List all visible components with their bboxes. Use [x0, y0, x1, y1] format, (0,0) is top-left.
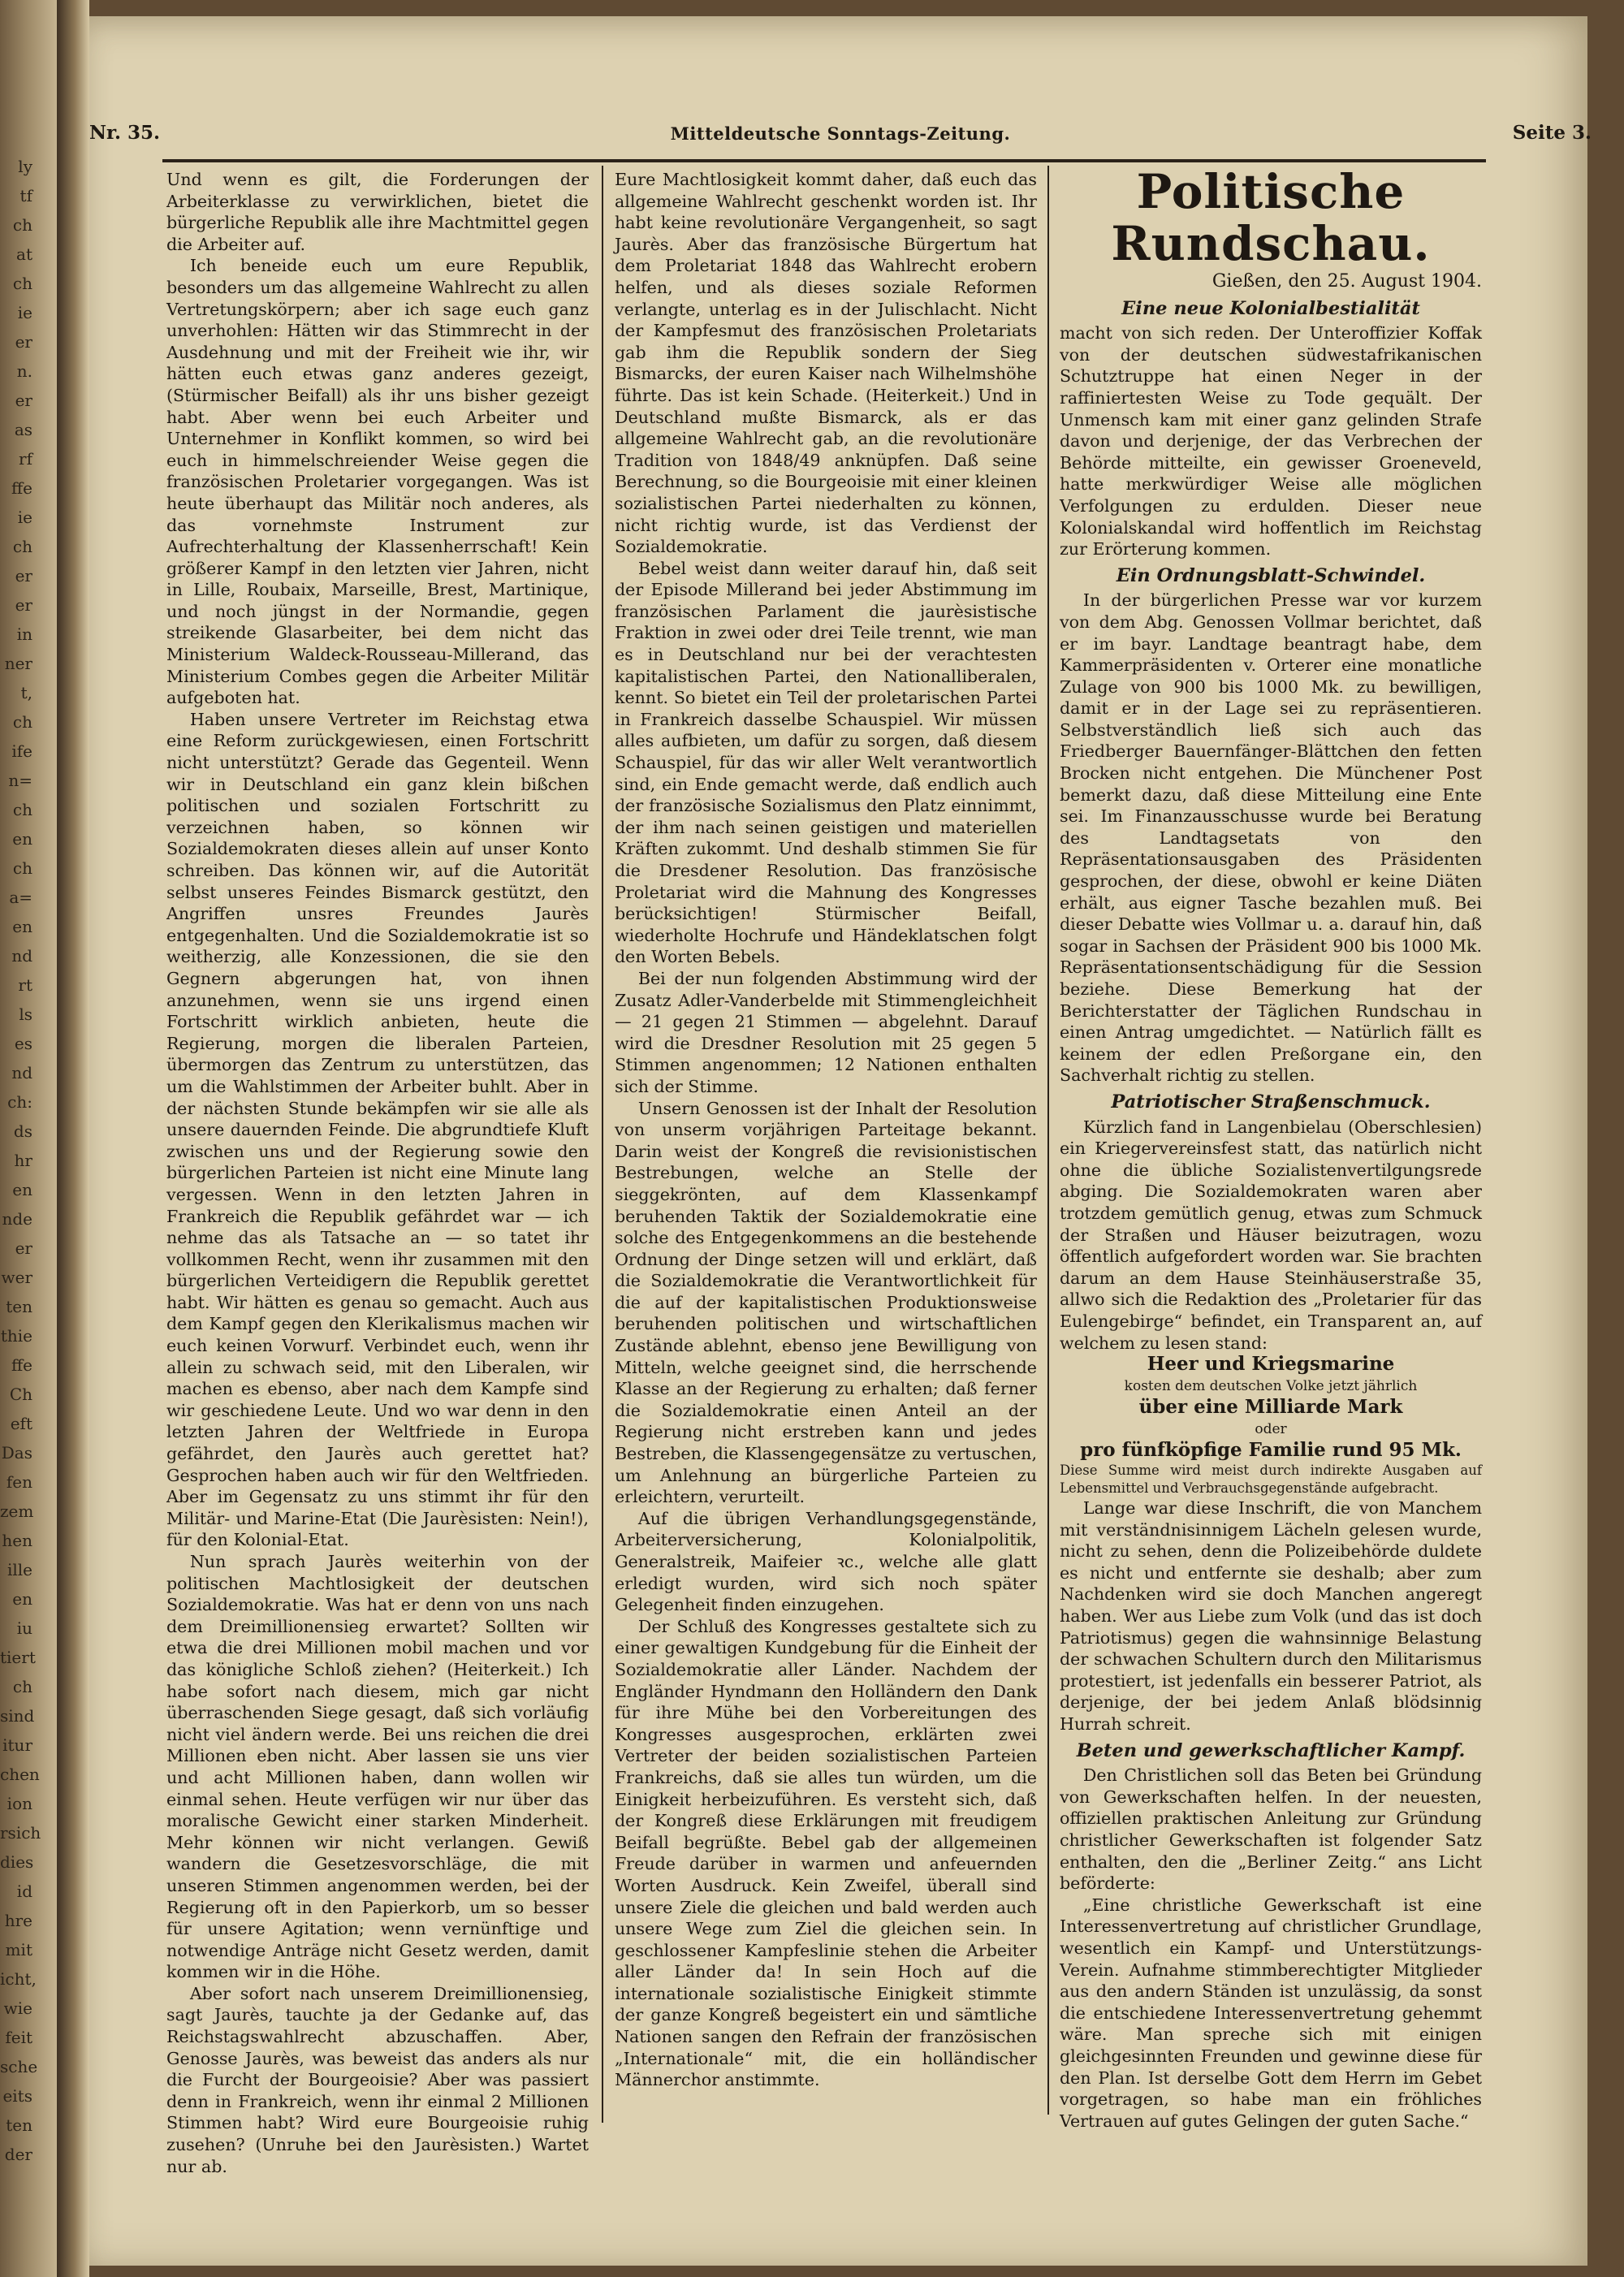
column-rule-2 — [1047, 166, 1049, 2115]
prev-page-text-fragment: itur — [2, 1735, 32, 1755]
prev-page-text-fragment: mit — [5, 1940, 32, 1959]
prev-page-text-fragment: nde — [2, 1209, 32, 1229]
prev-page-text-fragment: rf — [19, 449, 32, 469]
paragraph: Haben unsere Vertreter im Reichstag etwa eine Reform zurückgewiesen, einen Fortschritt nicht unterstützt? Gerade das Gegenteil. Wenn wir in Deutschland ein ganz klein bißchen politischen und sozialen Fortschritt zu verzeichnen haben, so können wir Sozialdemokraten dieses allein auf unser Konto schreiben. Das können wir, auf die Autorität selbst unseres Feindes Bismarck gestützt, den Angriffen unsres Freundes Jaurès entgegenhalten. Und die Sozialdemokratie ist so weitherzig, alle Konzessionen, die sie den Gegnern abgerungen hat, von ihnen anzunehmen, wenn sie uns irgend einen Fortschritt wirklich anbieten, heute die Regierung, morgen die liberalen Parteien, übermorgen das Zentrum zu unterstützen, das um die Wahlstimmen der Arbeiter buhlt. Aber in der nächsten Stunde bekämpfen wir sie alle als unsere dauernden Feinde. Die abgrundtiefe Kluft zwischen uns und der Regierung sowie den bürgerlichen Parteien ist nicht eine Minute lang vergessen. Wenn in den letzten Jahren in Frankreich die Republik gefährdet war — ich nehme das als Tatsache an — so tatet ihr vollkommen Recht, wenn ihr zusammen mit den bürgerlichen Verteidigern die Republik gerettet habt. Wir hätten es genau so gemacht. Auch aus dem Kampf gegen den Klerikalismus machen wir euch keinen Vorwurf. Verbindet euch, wenn ihr allein zu schwach seid, mit den Liberalen, wir machen es ebenso, aber nach dem Kampfe sind wir geschiedene Leute. Und wo war denn in den letzten Jahren der Weltfriede in Europa gefährdet, den Jaurès auch gerettet hat? Gesprochen haben auch wir für den Weltfrieden. Aber im Gegensatz zu uns stimmt ihr für den Militär- und Marine-Etat (Die Jaurèsisten: Nein!), für den Kolonial-Etat. — [166, 709, 589, 1550]
prev-page-text-fragment: n. — [16, 361, 32, 381]
article-column-1 — [166, 169, 589, 2177]
paragraph: Unsern Genossen ist der Inhalt der Resolution von unserm vorjährigen Parteitage bekannt. Darin weist der Kongreß die revisionistischen Bestrebungen, welche an Stelle der sieggekrönten, auf dem Klassenkampf beruhenden Taktik der Sozialdemokratie eine solche des Entgegenkommens an die bestehende Ordnung der Dinge setzen will und erklärt, daß die Sozialdemokratie die Verantwortlichkeit für die auf der kapitalistischen Produktionsweise beruhenden politischen und wirtschaftlichen Zustände ablehnt, ebenso jene Bewilligung von Mitteln, welche geeignet sind, die herrschende Klasse an der Regierung zu erhalten; daß ferner die Sozialdemokratie einen Anteil an der Regierung nicht erstreben kann und jedes Bestreben, die Klassengegensätze zu vertuschen, um Anlehnung an bürgerliche Parteien zu erleichtern, verurteilt. — [615, 1098, 1037, 1507]
news-headline: Eine neue Kolonialbestialität — [1121, 297, 1420, 319]
prev-page-text-fragment: feit — [5, 2028, 32, 2047]
article-column-2 — [615, 169, 1037, 2091]
paragraph: Der Schluß des Kongresses gestaltete sich zu einer gewaltigen Kundgebung für die Einheit der Sozialdemokratie aller Länder. Nachdem der Engländer Hyndmann den Holländern den Dank für ihre Mühe bei den Vorbereitungen des Kongresses ausgesprochen, erklärten zwei Vertreter der beiden sozialistischen Parteien Frankreichs, daß sie alles tun würden, um die Einigkeit herbeizuführen. Es versteht sich, daß der Kongreß diese Erklärungen mit freudigem Beifall begrüßte. Bebel gab der allgemeinen Freude darüber in warmen und anfeuernden Worten Ausdruck. Kein Zweifel, überall sind unsere Ziele die gleichen und bald werden auch unsere Wege zum Ziel die gleichen sein. In geschlossener Kampfeslinie stehen die Arbeiter aller Länder da! In sein Hoch auf die internationale sozialistische Einigkeit stimmte der ganze Kongreß begeistert ein und sämtliche Nationen sangen den Refrain der französischen „Internationale“ mit, die ein holländischer Männerchor anstimmte. — [615, 1616, 1037, 2090]
paragraph: Eure Machtlosigkeit kommt daher, daß euch das allgemeine Wahlrecht geschenkt worden ist. Ihr habt keine revolutionäre Vergangenheit, so sagt Jaurès. Aber das französische Bürgertum hat dem Proletariat 1848 das Wahlrecht erobern helfen, und als dieses soziale Reformen verlangte, unterlag es in der Julischlacht. Nicht der Kampfesmut des französischen Proletariats gab ihm die Republik sondern der Sieg Bismarcks, der euren Kaiser nach Wilhelmshöhe führte. Das ist kein Schade. (Heiterkeit.) Und in Deutschland mußte Bismarck, als er das allgemeine Wahlrecht gab, an die revolutionäre Tradition von 1848/49 anknüpfen. Daß seine Berechnung, so die Bourgeoisie mit einer kleinen sozialistischen Partei niederhalten zu können, nicht richtig wurde, ist das Verdienst der Sozialdemokratie. — [615, 170, 1037, 557]
news-headline: Ein Ordnungsblatt-Schwindel. — [1116, 564, 1426, 586]
transparent-line: oder — [1255, 1420, 1287, 1437]
prev-page-text-fragment: thie — [0, 1326, 32, 1346]
section-masthead: Politische Rundschau. — [1111, 164, 1431, 271]
news-headline: Beten und gewerkschaftlicher Kampf. — [1076, 1739, 1466, 1761]
prev-page-text-fragment: sche — [0, 2057, 38, 2076]
prev-page-text-fragment: er — [15, 566, 32, 585]
prev-page-text-fragment: ly — [18, 157, 32, 176]
transparent-line: Heer und Kriegsmarine — [1147, 1353, 1395, 1376]
prev-page-text-fragment: nd — [11, 1063, 32, 1082]
paragraph: „Eine christliche Gewerkschaft ist eine Interessenvertretung auf christlicher Grundlage, wesentlich ein Kampf- und Unterstützungs-Verein. Aufnahme stimmberechtigter Mitglieder aus den andern Ständen ist unzulässig, da sonst die entschiedene Interessenvertretung gehemmt wäre. Man spreche sich mit einigen gleichgesinnten Freunden und gewinne diese für den Plan. Ist derselbe Gott dem Herrn im Gebet vorgetragen, so habe man ein fröhliches Vertrauen auf gutes Gelingen der guten Sache.“ — [1060, 1895, 1482, 2131]
prev-page-text-fragment: ch — [12, 800, 32, 819]
prev-page-text-fragment: ten — [6, 2115, 32, 2135]
news-headline: Patriotischer Straßenschmuck. — [1111, 1091, 1431, 1113]
prev-page-text-fragment: en — [12, 1589, 32, 1609]
prev-page-text-fragment: Das — [1, 1443, 32, 1463]
prev-page-text-fragment: eits — [2, 2086, 32, 2106]
transparent-line: pro fünfköpfige Familie rund 95 Mk. — [1080, 1439, 1462, 1462]
prev-page-text-fragment: fen — [6, 1472, 32, 1492]
prev-page-text-fragment: ie — [17, 508, 32, 527]
prev-page-text-fragment: en — [12, 1180, 32, 1199]
prev-page-text-fragment: der — [4, 2145, 32, 2164]
book-gutter — [57, 0, 89, 2277]
transparent-note: Diese Summe wird meist durch indirekte Ausgaben auf Lebensmittel und Verbrauchsgegenstände aufgebracht. — [1060, 1463, 1482, 1497]
page-number: Seite 3. — [1512, 122, 1592, 144]
transparent-line: kosten dem deutschen Volke jetzt jährlich — [1124, 1377, 1418, 1394]
page-header — [89, 114, 1592, 154]
column-rule-1 — [602, 166, 603, 2123]
paragraph: In der bürgerlichen Presse war vor kurzem von dem Abg. Genossen Vollmar berichtet, daß er im bayr. Landtage beantragt habe, dem Kammerpräsidenten v. Orterer eine monatliche Zulage von 900 bis 1000 Mk. zu bewilligen, damit er in der Lage sei zu repräsentieren. Selbstverständlich ließ sich auch das Friedberger Bauernfänger-Blättchen den fetten Brocken nicht entgehen. Die Münchener Post bemerkt dazu, daß diese Mitteilung eine Ente sei. Im Finanzausschusse wurde bei Beratung des Landtagsetats von den Repräsentationsausgaben des Präsidenten gesprochen, der diese, obwohl er keine Diäten erhält, aus eigner Tasche bezahlen muß. Bei dieser Debatte wies Vollmar u. a. darauf hin, daß sogar in Sachsen der Präsident 900 bis 1000 Mk. Repräsentationsentschädigung für die Session beziehe. Diese Bemerkung hat der Berichterstatter der Täglichen Rundschau in einen Antrag umgedichtet. — Natürlich fällt es keinem der edlen Preßorgane ein, den Sachverhalt richtig zu stellen. — [1060, 590, 1482, 1086]
prev-page-text-fragment: en — [12, 829, 32, 849]
prev-page-text-fragment: ds — [13, 1121, 32, 1141]
prev-page-text-fragment: wer — [1, 1268, 32, 1287]
paragraph: Ich beneide euch um eure Republik, besonders um das allgemeine Wahlrecht zu allen Vertretungskörpern; aber ich sage euch ganz unverhohlen: Hätten wir das Stimmrecht in der Ausdehnung und mit der Freiheit wie ihr, wir hätten euch etwas ganz anderes gezeigt, (Stürmischer Beifall) als ihr uns bisher gezeigt habt. Aber wenn bei euch Arbeiter und Unternehmer in Konflikt kommen, so wird bei euch in himmelschreiender Weise gegen die französischen Proletarier vorgegangen. Was ist heute überhaupt das Militär noch anderes, als das vornehmste Instrument zur Aufrechterhaltung der Klassenherrschaft! Kein größerer Kampf in den letzten vier Jahren, nicht in Lille, Roubaix, Marseille, Brest, Martinique, und noch jüngst in der Normandie, gegen streikende Glasarbeiter, bei dem nicht das Ministerium Waldeck-Rousseau-Millerand, das Ministerium Combes gegen die Arbeiter Militär aufgeboten hat. — [166, 256, 589, 708]
prev-page-text-fragment: er — [15, 391, 32, 410]
prev-page-text-fragment: ten — [6, 1297, 32, 1316]
prev-page-text-fragment: er — [15, 595, 32, 615]
prev-page-text-fragment: ls — [19, 1005, 32, 1024]
prev-page-text-fragment: ife — [11, 741, 32, 761]
issue-number: Nr. 35. — [89, 122, 161, 144]
prev-page-text-fragment: in — [16, 624, 32, 644]
prev-page-text-fragment: id — [16, 1882, 32, 1901]
prev-page-text-fragment: ie — [17, 303, 32, 322]
prev-page-text-fragment: tiert — [0, 1648, 36, 1667]
paragraph: Aber sofort nach unserem Dreimillionensieg, sagt Jaurès, tauchte ja der Gedanke auf, das Reichstagswahlrecht abzuschaffen. Aber, Genosse Jaurès, was beweist das anders als nur die Furcht der Bourgeoisie? Aber was passiert denn in Frankreich, wenn ihr einmal 2 Millionen Stimmen habt? Wird eure Bourgeoisie ruhig zusehen? (Unruhe bei den Jaurèsisten.) Wartet nur ab. — [166, 1983, 589, 2176]
prev-page-text-fragment: n= — [8, 771, 32, 790]
prev-page-text-fragment: er — [15, 332, 32, 352]
prev-page-text-fragment: zem — [0, 1501, 34, 1521]
prev-page-text-fragment: rt — [18, 975, 32, 995]
paragraph: Den Christlichen soll das Beten bei Gründung von Gewerkschaften helfen. In der neuesten, offiziellen praktischen Anleitung zur Gründung christlicher Gewerkschaften ist folgender Satz enthalten, den die „Berliner Zeitg.“ ans Licht beförderte: — [1060, 1765, 1482, 1894]
prev-page-text-fragment: rsich — [0, 1823, 41, 1843]
prev-page-text-fragment: wie — [3, 1998, 32, 2018]
prev-page-text-fragment: ch: — [7, 1092, 32, 1112]
prev-page-text-fragment: Ch — [9, 1385, 32, 1404]
prev-page-text-fragment: ch — [12, 712, 32, 732]
prev-page-text-fragment: ion — [6, 1794, 32, 1813]
prev-page-text-fragment: tf — [19, 186, 32, 205]
paragraph: macht von sich reden. Der Unteroffizier Koffak von der deutschen südwestafrikanischen Schutztruppe hat einen Neger in der raffiniertesten Weise zu Tode gequält. Der Unmensch kam mit einer ganz gelinden Strafe davon und derjenige, der das Verbrechen der Behörde mitteilte, ein gewisser Groeneveld, hatte merkwürdiger Weise alle möglichen Verfolgungen zu erdulden. Dieser neue Kolonialskandal wird hoffentlich im Reichstag zur Erörterung kommen. — [1060, 323, 1482, 560]
prev-page-text-fragment: ch — [12, 1677, 32, 1696]
prev-page-text-fragment: ch — [12, 274, 32, 293]
politische-rundschau-column — [1060, 164, 1482, 2132]
previous-page-edge — [0, 0, 57, 2277]
paragraph: Bebel weist dann weiter darauf hin, daß seit der Episode Millerand bei jeder Abstimmung im französischen Parlament die jaurèsistische Fraktion in zwei oder drei Teile trennt, wie man es in Deutschland nur bei der verachtesten kapitalistischen Partei, den Nationalliberalen, kennt. So bietet ein Teil der proletarischen Partei in Frankreich dasselbe Schauspiel. Wir müssen alles aufbieten, um dafür zu sorgen, daß diesem Schauspiel, für das wir aller Welt verantwortlich sind, ein Ende gemacht werde, daß endlich auch der französische Sozialismus den Platz einnimmt, der ihm nach seinen geistigen und materiellen Kräften zukommt. Und deshalb stimmen Sie für die Dresdener Resolution. Das französische Proletariat wird die Mahnung des Kongresses berücksichtigen! Stürmischer Beifall, wiederholte Hochrufe und Händeklatschen folgt den Worten Bebels. — [615, 558, 1037, 967]
prev-page-text-fragment: as — [14, 420, 32, 439]
prev-page-text-fragment: t, — [20, 683, 32, 702]
prev-page-text-fragment: ner — [4, 654, 32, 673]
paragraph: Lange war diese Inschrift, die von Manchem mit verständnisinnigem Lächeln gelesen wurde, nicht zu sehen, denn die Polizeibehörde duldete es nicht und entfernte sie deshalb; aber zum Nachdenken wird sie doch Manchen angeregt haben. Wer aus Liebe zum Volk (und das ist doch Patriotismus) gegen die wahnsinnige Belastung der schwachen Schultern durch den Militarismus protestiert, ist jedenfalls ein besserer Patriot, als derjenige, der bei jedem Anlaß blödsinnig Hurrah schreit. — [1060, 1498, 1482, 1734]
paragraph: Bei der nun folgenden Abstimmung wird der Zusatz Adler-Vanderbelde mit Stimmengleichheit — 21 gegen 21 Stimmen — abgelehnt. Darauf wird die Dresdner Resolution mit 25 gegen 5 Stimmen angenommen; 12 Nationen enthalten sich der Stimme. — [615, 968, 1037, 1096]
prev-page-text-fragment: er — [15, 1238, 32, 1258]
header-rule — [162, 159, 1486, 162]
transparent-line: über eine Milliarde Mark — [1138, 1396, 1403, 1419]
prev-page-text-fragment: ch — [12, 537, 32, 556]
prev-page-text-fragment: ch — [12, 215, 32, 235]
prev-page-text-fragment: ille — [6, 1560, 32, 1579]
prev-page-text-fragment: ffe — [11, 1355, 32, 1375]
prev-page-text-fragment: iu — [16, 1618, 32, 1638]
paragraph: Kürzlich fand in Langenbielau (Oberschlesien) ein Kriegervereinsfest statt, das natürlich nicht ohne die übliche Sozialistenvertilgungsrede abging. Die Sozialdemokraten waren aber trotzdem gemütlich genug, etwas zum Schmuck der Straßen und Häuser beizutragen, wozu öffentlich aufgefordert worden war. Sie brachten darum an dem Hause Steinhäuserstraße 35, allwo sich die Redaktion des „Proletarier für das Eulengebirge“ befindet, ein Transparent an, auf welchem zu lesen stand: — [1060, 1117, 1482, 1353]
paragraph: Nun sprach Jaurès weiterhin von der politischen Machtlosigkeit der deutschen Sozialdemokratie. Was hat er denn von uns nach dem Dreimillionensieg erwartet? Sollten wir etwa die drei Millionen mobil machen und vor das königliche Schloß ziehen? (Heiterkeit.) Ich habe sofort nach diesem, mich gar nicht überraschenden Siege gesagt, daß sich vorläufig nicht viel ändern werde. Bei uns reichen die drei Millionen eben nicht. Aber lassen sie uns vier und acht Millionen haben, dann wollen wir einmal sehen. Heute verfügen wir nur über das moralische Gewicht einer starken Minderheit. Mehr können wir nicht verlangen. Gewiß wandern die Gesetzesvorschläge, die mit unseren Stimmen angenommen werden, bei der Regierung oft in den Papierkorb, um so besser für unsere Agitation; wenn vernünftige und notwendige Anträge nicht Gesetz werden, damit kommen wir in die Höhe. — [166, 1552, 589, 1982]
paragraph: Auf die übrigen Verhandlungsgegenstände, Arbeiterversicherung, Kolonialpolitik, Generalstreik, Maifeier ꝛc., welche alle glatt erledigt wurden, wird sich noch später Gelegenheit finden einzugehen. — [615, 1508, 1037, 1615]
paragraph: Und wenn es gilt, die Forderungen der Arbeiterklasse zu verwirklichen, bietet die bürgerliche Republik alle ihre Machtmittel gegen die Arbeiter auf. — [166, 170, 589, 254]
prev-page-text-fragment: hr — [14, 1151, 32, 1170]
prev-page-text-fragment: ch — [12, 858, 32, 878]
prev-page-text-fragment: at — [16, 244, 32, 264]
prev-page-text-fragment: es — [14, 1034, 32, 1053]
prev-page-text-fragment: eft — [10, 1414, 32, 1433]
prev-page-text-fragment: chen — [0, 1765, 40, 1784]
newspaper-name: Mitteldeutsche Sonntags-Zeitung. — [670, 123, 1011, 144]
prev-page-text-fragment: icht, — [0, 1969, 37, 1989]
prev-page-text-fragment: sind — [0, 1706, 35, 1726]
dateline: Gießen, den 25. August 1904. — [1212, 271, 1482, 292]
prev-page-text-fragment: a= — [9, 888, 32, 907]
prev-page-text-fragment: nd — [11, 946, 32, 966]
prev-page-text-fragment: en — [12, 917, 32, 936]
prev-page-text-fragment: dies — [0, 1852, 34, 1872]
prev-page-text-fragment: ffe — [11, 478, 32, 498]
prev-page-text-fragment: hre — [4, 1911, 32, 1930]
prev-page-text-fragment: hen — [2, 1531, 32, 1550]
